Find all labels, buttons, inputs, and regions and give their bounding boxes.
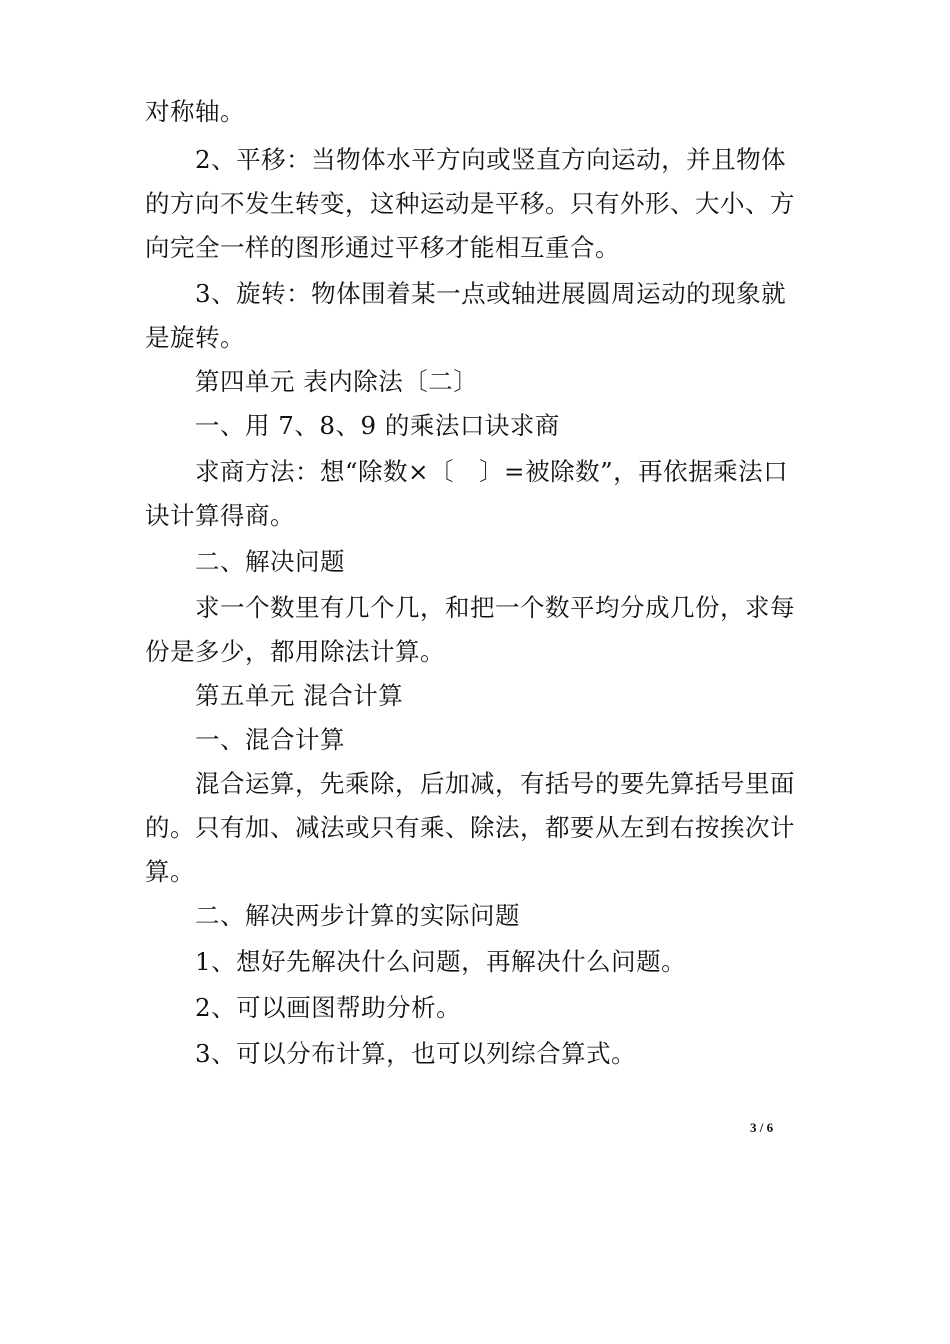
subsection-heading: 二、解决问题 [195, 547, 345, 576]
text-line: 1、想好先解决什么问题，再解决什么问题。 [195, 947, 687, 976]
text-line: 诀计算得商。 [145, 501, 295, 530]
text-line: 3、旋转：物体围着某一点或轴进展圆周运动的现象就 [195, 279, 787, 308]
text-line: 份是多少，都用除法计算。 [145, 637, 445, 666]
text-line: 求一个数里有几个几，和把一个数平均分成几份，求每 [195, 593, 795, 622]
text-line: 2、平移：当物体水平方向或竖直方向运动，并且物体 [195, 145, 787, 174]
text-line: 的方向不发生转变，这种运动是平移。只有外形、大小、方 [145, 189, 795, 218]
text-line: 2、可以画图帮助分析。 [195, 993, 462, 1022]
section-heading: 第五单元 混合计算 [195, 681, 404, 710]
subsection-heading: 一、混合计算 [195, 725, 345, 754]
page-number: 3 / 6 [750, 1120, 774, 1135]
text-line: 3、可以分布计算，也可以列综合算式。 [195, 1039, 637, 1068]
section-heading: 第四单元 表内除法〔二〕 [195, 367, 479, 396]
subsection-heading: 一、用 7、8、9 的乘法口诀求商 [195, 411, 560, 440]
text-line: 向完全一样的图形通过平移才能相互重合。 [145, 233, 620, 262]
text-line: 混合运算，先乘除，后加减，有括号的要先算括号里面 [195, 769, 795, 798]
text-line: 求商方法：想“除数×〔 〕=被除数”，再依据乘法口 [195, 457, 789, 486]
text-line: 是旋转。 [145, 323, 245, 352]
text-line: 的。只有加、减法或只有乘、除法，都要从左到右按挨次计 [145, 813, 795, 842]
text-line: 算。 [145, 857, 195, 886]
subsection-heading: 二、解决两步计算的实际问题 [195, 901, 520, 930]
text-line: 对称轴。 [145, 97, 245, 126]
